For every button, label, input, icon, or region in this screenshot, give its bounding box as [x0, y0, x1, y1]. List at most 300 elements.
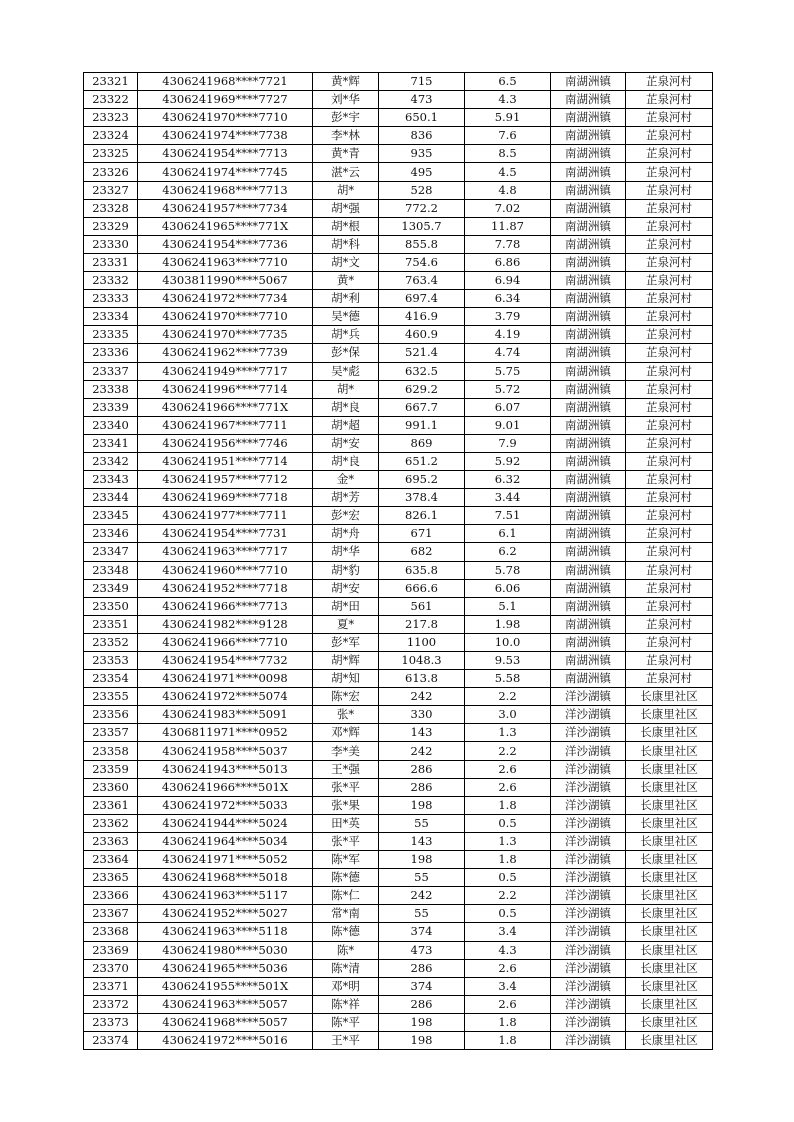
area-cell: 613.8 [379, 670, 465, 688]
table-row [84, 796, 713, 814]
amount-cell: 2.2 [465, 688, 551, 706]
name-cell: 彭*保 [313, 344, 379, 362]
area-cell: 495 [379, 163, 465, 181]
name-cell: 陈*宏 [313, 688, 379, 706]
name-cell: 胡*超 [313, 416, 379, 434]
table-row [84, 217, 713, 235]
area-cell: 521.4 [379, 344, 465, 362]
table-row [84, 832, 713, 850]
town-cell: 南湖洲镇 [551, 471, 626, 489]
id-number-cell: 4306241968****7721 [138, 73, 313, 91]
table-row [84, 706, 713, 724]
serial-cell: 23347 [84, 543, 138, 561]
serial-cell: 23343 [84, 471, 138, 489]
village-cell: 芷泉河村 [626, 507, 713, 525]
area-cell: 217.8 [379, 615, 465, 633]
name-cell: 张* [313, 706, 379, 724]
village-cell: 芷泉河村 [626, 145, 713, 163]
amount-cell: 2.6 [465, 778, 551, 796]
village-cell: 芷泉河村 [626, 362, 713, 380]
id-number-cell: 4306241955****501X [138, 977, 313, 995]
town-cell: 洋沙湖镇 [551, 995, 626, 1013]
town-cell: 南湖洲镇 [551, 398, 626, 416]
id-number-cell: 4306241972****5016 [138, 1031, 313, 1049]
town-cell: 南湖洲镇 [551, 199, 626, 217]
table-row [84, 326, 713, 344]
village-cell: 长康里社区 [626, 851, 713, 869]
serial-cell: 23325 [84, 145, 138, 163]
name-cell: 彭*宏 [313, 507, 379, 525]
serial-cell: 23330 [84, 235, 138, 253]
serial-cell: 23358 [84, 742, 138, 760]
amount-cell: 4.3 [465, 91, 551, 109]
amount-cell: 5.91 [465, 109, 551, 127]
name-cell: 胡*强 [313, 199, 379, 217]
serial-cell: 23334 [84, 308, 138, 326]
serial-cell: 23354 [84, 670, 138, 688]
table-row [84, 163, 713, 181]
area-cell: 826.1 [379, 507, 465, 525]
village-cell: 长康里社区 [626, 1013, 713, 1031]
town-cell: 南湖洲镇 [551, 652, 626, 670]
id-number-cell: 4306241972****7734 [138, 290, 313, 308]
id-number-cell: 4306241957****7712 [138, 471, 313, 489]
village-cell: 芷泉河村 [626, 163, 713, 181]
village-cell: 芷泉河村 [626, 380, 713, 398]
village-cell: 长康里社区 [626, 959, 713, 977]
id-number-cell: 4306241956****7746 [138, 434, 313, 452]
table-row [84, 507, 713, 525]
table-row [84, 398, 713, 416]
village-cell: 长康里社区 [626, 814, 713, 832]
amount-cell: 2.2 [465, 887, 551, 905]
town-cell: 南湖洲镇 [551, 670, 626, 688]
serial-cell: 23361 [84, 796, 138, 814]
amount-cell: 6.07 [465, 398, 551, 416]
serial-cell: 23333 [84, 290, 138, 308]
serial-cell: 23337 [84, 362, 138, 380]
serial-cell: 23370 [84, 959, 138, 977]
table-row [84, 778, 713, 796]
area-cell: 1100 [379, 633, 465, 651]
town-cell: 洋沙湖镇 [551, 778, 626, 796]
amount-cell: 9.53 [465, 652, 551, 670]
id-number-cell: 4306241949****7717 [138, 362, 313, 380]
village-cell: 芷泉河村 [626, 272, 713, 290]
id-number-cell: 4306241966****7713 [138, 597, 313, 615]
amount-cell: 3.4 [465, 923, 551, 941]
area-cell: 671 [379, 525, 465, 543]
records-table [83, 72, 713, 1050]
town-cell: 南湖洲镇 [551, 181, 626, 199]
amount-cell: 1.8 [465, 1031, 551, 1049]
village-cell: 芷泉河村 [626, 217, 713, 235]
village-cell: 长康里社区 [626, 941, 713, 959]
town-cell: 南湖洲镇 [551, 145, 626, 163]
table-row [84, 91, 713, 109]
serial-cell: 23341 [84, 434, 138, 452]
id-number-cell: 4306241964****5034 [138, 832, 313, 850]
id-number-cell: 4306241954****7736 [138, 235, 313, 253]
table-row [84, 452, 713, 470]
name-cell: 陈*平 [313, 1013, 379, 1031]
town-cell: 南湖洲镇 [551, 109, 626, 127]
id-number-cell: 4306241963****7717 [138, 543, 313, 561]
name-cell: 王*强 [313, 760, 379, 778]
id-number-cell: 4306241983****5091 [138, 706, 313, 724]
serial-cell: 23353 [84, 652, 138, 670]
amount-cell: 1.3 [465, 724, 551, 742]
name-cell: 张*平 [313, 832, 379, 850]
id-number-cell: 4306241971****5052 [138, 851, 313, 869]
amount-cell: 1.98 [465, 615, 551, 633]
village-cell: 芷泉河村 [626, 416, 713, 434]
area-cell: 286 [379, 760, 465, 778]
area-cell: 378.4 [379, 489, 465, 507]
area-cell: 651.2 [379, 452, 465, 470]
table-row [84, 235, 713, 253]
area-cell: 242 [379, 688, 465, 706]
area-cell: 198 [379, 1031, 465, 1049]
town-cell: 南湖洲镇 [551, 633, 626, 651]
serial-cell: 23339 [84, 398, 138, 416]
id-number-cell: 4306241966****501X [138, 778, 313, 796]
amount-cell: 7.78 [465, 235, 551, 253]
table-row [84, 416, 713, 434]
town-cell: 洋沙湖镇 [551, 832, 626, 850]
village-cell: 芷泉河村 [626, 434, 713, 452]
name-cell: 田*英 [313, 814, 379, 832]
serial-cell: 23369 [84, 941, 138, 959]
table-row [84, 561, 713, 579]
name-cell: 陈*仁 [313, 887, 379, 905]
name-cell: 张*平 [313, 778, 379, 796]
table-row [84, 308, 713, 326]
village-cell: 芷泉河村 [626, 109, 713, 127]
id-number-cell: 4306241970****7710 [138, 308, 313, 326]
name-cell: 陈*德 [313, 869, 379, 887]
amount-cell: 6.32 [465, 471, 551, 489]
name-cell: 吴*彪 [313, 362, 379, 380]
name-cell: 胡* [313, 380, 379, 398]
name-cell: 夏* [313, 615, 379, 633]
town-cell: 南湖洲镇 [551, 163, 626, 181]
village-cell: 芷泉河村 [626, 344, 713, 362]
town-cell: 南湖洲镇 [551, 73, 626, 91]
serial-cell: 23349 [84, 579, 138, 597]
table-row [84, 127, 713, 145]
name-cell: 胡*豹 [313, 561, 379, 579]
table-row [84, 742, 713, 760]
town-cell: 洋沙湖镇 [551, 724, 626, 742]
amount-cell: 10.0 [465, 633, 551, 651]
amount-cell: 6.34 [465, 290, 551, 308]
serial-cell: 23331 [84, 253, 138, 271]
area-cell: 754.6 [379, 253, 465, 271]
town-cell: 南湖洲镇 [551, 344, 626, 362]
town-cell: 洋沙湖镇 [551, 796, 626, 814]
id-number-cell: 4306241968****5057 [138, 1013, 313, 1031]
village-cell: 长康里社区 [626, 1031, 713, 1049]
town-cell: 南湖洲镇 [551, 362, 626, 380]
table-row [84, 724, 713, 742]
area-cell: 650.1 [379, 109, 465, 127]
amount-cell: 0.5 [465, 814, 551, 832]
area-cell: 561 [379, 597, 465, 615]
table-row [84, 471, 713, 489]
table-row [84, 814, 713, 832]
amount-cell: 6.94 [465, 272, 551, 290]
table-row [84, 145, 713, 163]
amount-cell: 7.02 [465, 199, 551, 217]
name-cell: 胡*华 [313, 543, 379, 561]
amount-cell: 6.06 [465, 579, 551, 597]
id-number-cell: 4306241966****7710 [138, 633, 313, 651]
name-cell: 陈*清 [313, 959, 379, 977]
serial-cell: 23374 [84, 1031, 138, 1049]
area-cell: 460.9 [379, 326, 465, 344]
village-cell: 长康里社区 [626, 977, 713, 995]
area-cell: 143 [379, 832, 465, 850]
village-cell: 芷泉河村 [626, 633, 713, 651]
name-cell: 胡*田 [313, 597, 379, 615]
amount-cell: 0.5 [465, 905, 551, 923]
serial-cell: 23362 [84, 814, 138, 832]
area-cell: 697.4 [379, 290, 465, 308]
name-cell: 彭*军 [313, 633, 379, 651]
id-number-cell: 4306241972****5074 [138, 688, 313, 706]
serial-cell: 23350 [84, 597, 138, 615]
amount-cell: 5.58 [465, 670, 551, 688]
area-cell: 632.5 [379, 362, 465, 380]
serial-cell: 23371 [84, 977, 138, 995]
table-row [84, 253, 713, 271]
name-cell: 胡*良 [313, 452, 379, 470]
town-cell: 南湖洲镇 [551, 290, 626, 308]
village-cell: 芷泉河村 [626, 235, 713, 253]
area-cell: 286 [379, 995, 465, 1013]
table-row [84, 525, 713, 543]
name-cell: 胡*根 [313, 217, 379, 235]
table-row [84, 199, 713, 217]
id-number-cell: 4306241969****7718 [138, 489, 313, 507]
id-number-cell: 4306241969****7727 [138, 91, 313, 109]
serial-cell: 23329 [84, 217, 138, 235]
serial-cell: 23373 [84, 1013, 138, 1031]
table-row [84, 959, 713, 977]
name-cell: 胡* [313, 181, 379, 199]
area-cell: 666.6 [379, 579, 465, 597]
serial-cell: 23364 [84, 851, 138, 869]
amount-cell: 6.86 [465, 253, 551, 271]
id-number-cell: 4306241963****5118 [138, 923, 313, 941]
name-cell: 黄*青 [313, 145, 379, 163]
town-cell: 南湖洲镇 [551, 489, 626, 507]
name-cell: 黄*辉 [313, 73, 379, 91]
name-cell: 常*南 [313, 905, 379, 923]
table-row [84, 73, 713, 91]
amount-cell: 4.19 [465, 326, 551, 344]
town-cell: 南湖洲镇 [551, 253, 626, 271]
name-cell: 陈* [313, 941, 379, 959]
table-row [84, 181, 713, 199]
serial-cell: 23326 [84, 163, 138, 181]
id-number-cell: 4306241971****0098 [138, 670, 313, 688]
name-cell: 陈*德 [313, 923, 379, 941]
town-cell: 洋沙湖镇 [551, 760, 626, 778]
table-row [84, 1031, 713, 1049]
village-cell: 芷泉河村 [626, 199, 713, 217]
name-cell: 胡*辉 [313, 652, 379, 670]
amount-cell: 1.3 [465, 832, 551, 850]
village-cell: 芷泉河村 [626, 308, 713, 326]
area-cell: 855.8 [379, 235, 465, 253]
serial-cell: 23345 [84, 507, 138, 525]
village-cell: 芷泉河村 [626, 471, 713, 489]
town-cell: 洋沙湖镇 [551, 1031, 626, 1049]
town-cell: 南湖洲镇 [551, 507, 626, 525]
serial-cell: 23355 [84, 688, 138, 706]
village-cell: 芷泉河村 [626, 652, 713, 670]
name-cell: 金* [313, 471, 379, 489]
amount-cell: 5.92 [465, 452, 551, 470]
amount-cell: 6.1 [465, 525, 551, 543]
id-number-cell: 4306241960****7710 [138, 561, 313, 579]
town-cell: 洋沙湖镇 [551, 1013, 626, 1031]
name-cell: 湛*云 [313, 163, 379, 181]
village-cell: 芷泉河村 [626, 452, 713, 470]
id-number-cell: 4306241962****7739 [138, 344, 313, 362]
serial-cell: 23327 [84, 181, 138, 199]
serial-cell: 23322 [84, 91, 138, 109]
amount-cell: 3.0 [465, 706, 551, 724]
id-number-cell: 4303811990****5067 [138, 272, 313, 290]
table-row [84, 887, 713, 905]
serial-cell: 23351 [84, 615, 138, 633]
name-cell: 胡*科 [313, 235, 379, 253]
town-cell: 洋沙湖镇 [551, 941, 626, 959]
id-number-cell: 4306241957****7734 [138, 199, 313, 217]
village-cell: 芷泉河村 [626, 73, 713, 91]
id-number-cell: 4306241980****5030 [138, 941, 313, 959]
area-cell: 198 [379, 851, 465, 869]
name-cell: 邓*辉 [313, 724, 379, 742]
village-cell: 芷泉河村 [626, 615, 713, 633]
amount-cell: 7.9 [465, 434, 551, 452]
serial-cell: 23338 [84, 380, 138, 398]
amount-cell: 1.8 [465, 1013, 551, 1031]
id-number-cell: 4306241943****5013 [138, 760, 313, 778]
table-row [84, 543, 713, 561]
table-row [84, 1013, 713, 1031]
id-number-cell: 4306241952****5027 [138, 905, 313, 923]
name-cell: 王*平 [313, 1031, 379, 1049]
table-row [84, 652, 713, 670]
amount-cell: 0.5 [465, 869, 551, 887]
id-number-cell: 4306241974****7745 [138, 163, 313, 181]
town-cell: 南湖洲镇 [551, 579, 626, 597]
serial-cell: 23368 [84, 923, 138, 941]
id-number-cell: 4306241968****7713 [138, 181, 313, 199]
area-cell: 55 [379, 814, 465, 832]
id-number-cell: 4306241963****7710 [138, 253, 313, 271]
serial-cell: 23324 [84, 127, 138, 145]
table-row [84, 923, 713, 941]
village-cell: 长康里社区 [626, 742, 713, 760]
serial-cell: 23323 [84, 109, 138, 127]
table-row [84, 670, 713, 688]
name-cell: 陈*军 [313, 851, 379, 869]
table-row [84, 272, 713, 290]
amount-cell: 1.8 [465, 851, 551, 869]
area-cell: 629.2 [379, 380, 465, 398]
serial-cell: 23360 [84, 778, 138, 796]
serial-cell: 23344 [84, 489, 138, 507]
serial-cell: 23321 [84, 73, 138, 91]
serial-cell: 23342 [84, 452, 138, 470]
town-cell: 洋沙湖镇 [551, 923, 626, 941]
village-cell: 长康里社区 [626, 905, 713, 923]
village-cell: 芷泉河村 [626, 181, 713, 199]
id-number-cell: 4306241972****5033 [138, 796, 313, 814]
town-cell: 南湖洲镇 [551, 308, 626, 326]
amount-cell: 5.1 [465, 597, 551, 615]
town-cell: 南湖洲镇 [551, 235, 626, 253]
town-cell: 洋沙湖镇 [551, 887, 626, 905]
id-number-cell: 4306241966****771X [138, 398, 313, 416]
amount-cell: 4.5 [465, 163, 551, 181]
name-cell: 胡*安 [313, 579, 379, 597]
village-cell: 长康里社区 [626, 887, 713, 905]
area-cell: 242 [379, 887, 465, 905]
name-cell: 胡*良 [313, 398, 379, 416]
town-cell: 洋沙湖镇 [551, 959, 626, 977]
town-cell: 洋沙湖镇 [551, 905, 626, 923]
id-number-cell: 4306241982****9128 [138, 615, 313, 633]
area-cell: 869 [379, 434, 465, 452]
id-number-cell: 4306241970****7710 [138, 109, 313, 127]
area-cell: 55 [379, 869, 465, 887]
name-cell: 彭*宇 [313, 109, 379, 127]
village-cell: 长康里社区 [626, 724, 713, 742]
village-cell: 芷泉河村 [626, 670, 713, 688]
town-cell: 洋沙湖镇 [551, 742, 626, 760]
town-cell: 南湖洲镇 [551, 434, 626, 452]
serial-cell: 23332 [84, 272, 138, 290]
village-cell: 芷泉河村 [626, 561, 713, 579]
area-cell: 198 [379, 796, 465, 814]
village-cell: 芷泉河村 [626, 127, 713, 145]
area-cell: 242 [379, 742, 465, 760]
town-cell: 洋沙湖镇 [551, 814, 626, 832]
village-cell: 芷泉河村 [626, 489, 713, 507]
table-row [84, 633, 713, 651]
area-cell: 991.1 [379, 416, 465, 434]
table-row [84, 615, 713, 633]
village-cell: 芷泉河村 [626, 543, 713, 561]
id-number-cell: 4306811971****0952 [138, 724, 313, 742]
table-row [84, 760, 713, 778]
serial-cell: 23367 [84, 905, 138, 923]
area-cell: 836 [379, 127, 465, 145]
table-row [84, 579, 713, 597]
village-cell: 长康里社区 [626, 706, 713, 724]
village-cell: 芷泉河村 [626, 326, 713, 344]
amount-cell: 7.51 [465, 507, 551, 525]
area-cell: 772.2 [379, 199, 465, 217]
amount-cell: 4.3 [465, 941, 551, 959]
amount-cell: 2.6 [465, 760, 551, 778]
